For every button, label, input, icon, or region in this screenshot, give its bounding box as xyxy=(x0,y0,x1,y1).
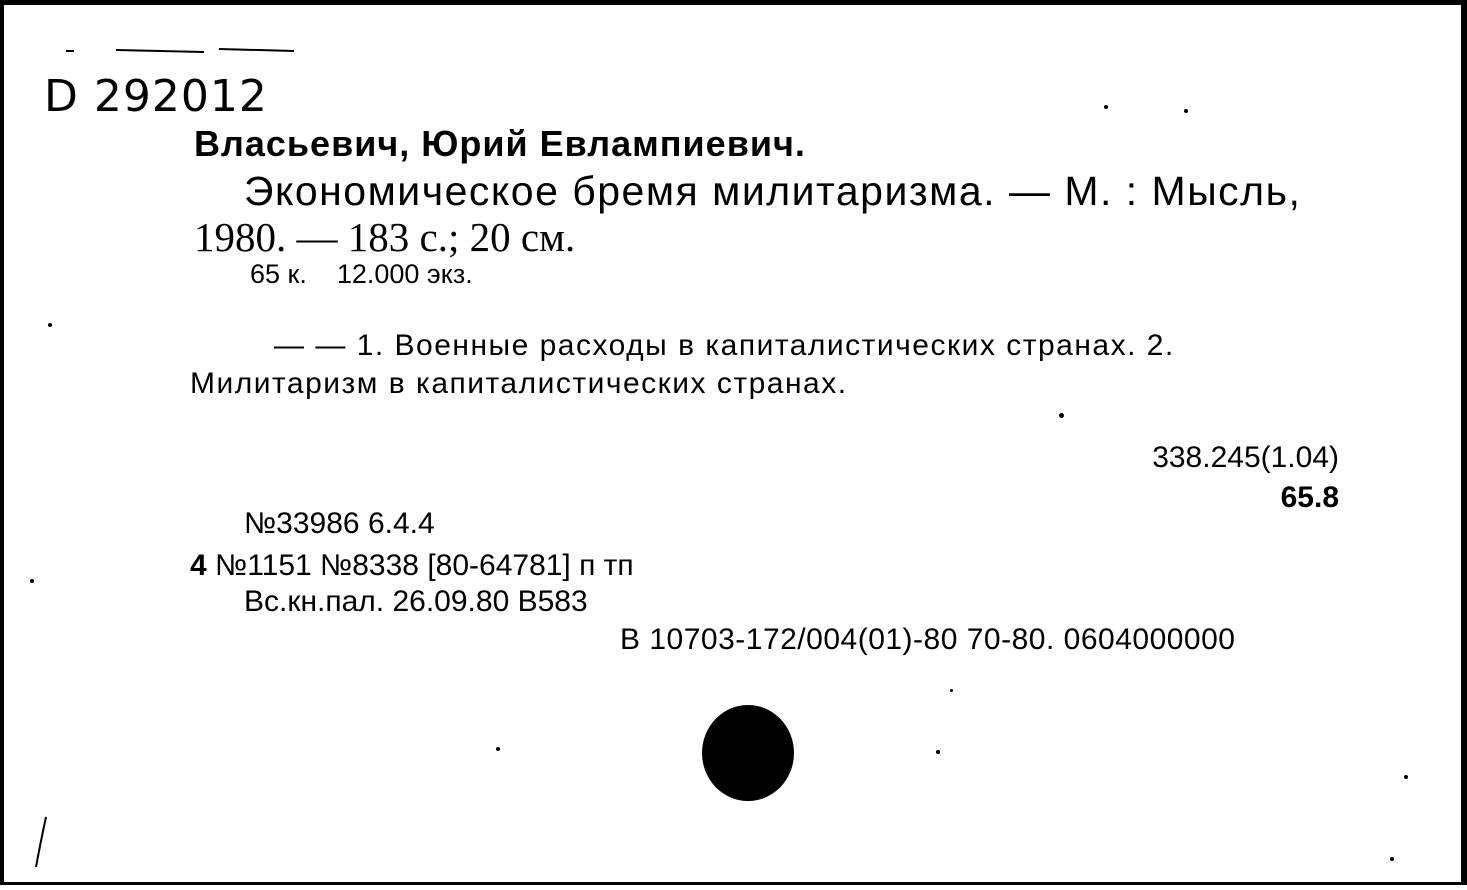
speck xyxy=(1104,105,1108,109)
punch-hole xyxy=(702,705,794,801)
record-numbers xyxy=(190,549,634,583)
subjects-line-1: — — 1. Военные расходы в капиталистических странах. 2. xyxy=(274,329,1175,362)
speck xyxy=(1390,857,1394,861)
speck xyxy=(496,747,500,751)
speck xyxy=(48,323,52,327)
subjects-line-2: Милитаризм в капиталистических странах. xyxy=(190,367,848,400)
speck xyxy=(1059,413,1064,418)
speck xyxy=(1404,775,1408,779)
speck xyxy=(30,579,34,583)
bbk-code: 65.8 xyxy=(1280,481,1339,514)
speck xyxy=(936,750,940,754)
record-numbers-text: №1151 №8338 [80-64781] п тп xyxy=(215,549,634,582)
author-heading: Власьевич, Юрий Евлампиевич. xyxy=(194,123,806,164)
title-line-2: 1980. — 183 с.; 20 см. xyxy=(194,214,576,260)
record-prefix: 4 xyxy=(190,549,207,582)
registration-number: №33986 6.4.4 xyxy=(244,507,435,540)
book-chamber-line: Вс.кн.пал. 26.09.80 В583 xyxy=(244,585,588,618)
title-line-1: Экономическое бремя милитаризма. — М. : Мысль, xyxy=(244,168,1302,214)
card-id: D 292012 xyxy=(44,71,268,122)
publisher-code: В 10703-172/004(01)-80 70-80. 0604000000 xyxy=(620,623,1236,656)
price-circulation: 65 к. 12.000 экз. xyxy=(250,259,473,289)
udc-code: 338.245(1.04) xyxy=(1152,441,1339,474)
speck xyxy=(950,689,953,692)
speck xyxy=(1184,109,1188,113)
